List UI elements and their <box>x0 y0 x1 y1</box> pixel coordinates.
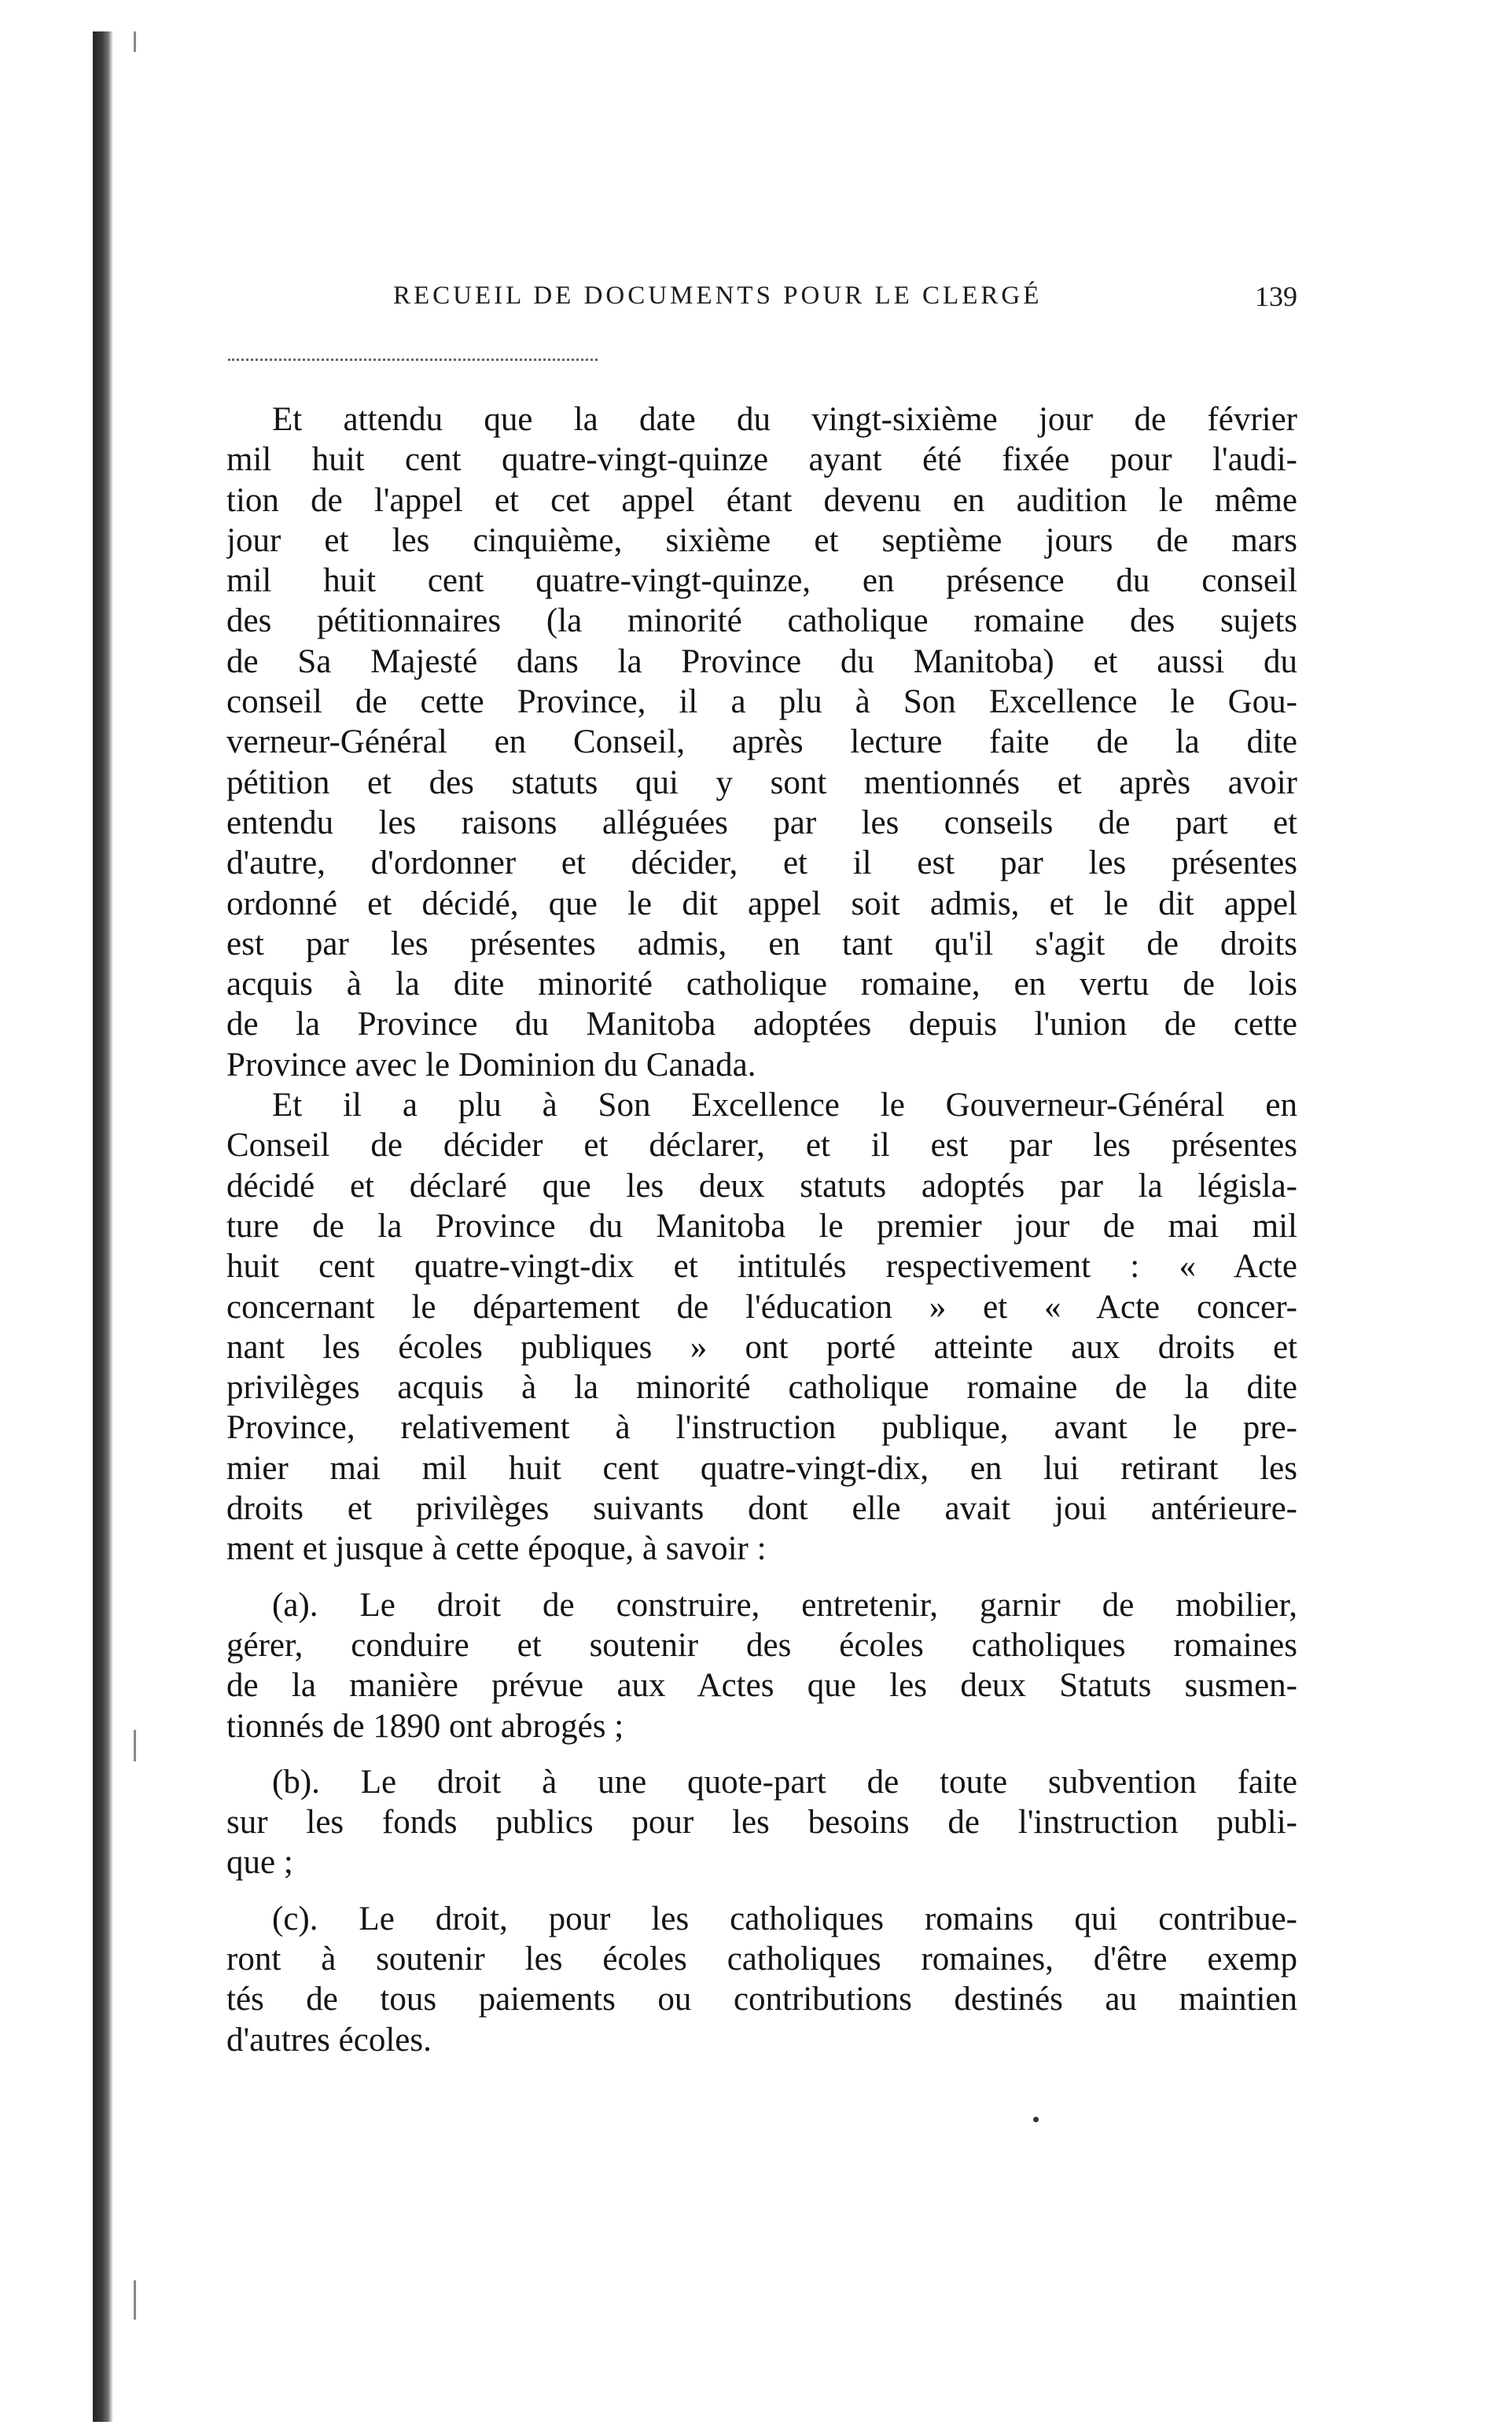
text-line: huit cent quatre-vingt-dix et intitulés respectivement : « Acte <box>226 1248 1297 1286</box>
text-line: pétition et des statuts qui y sont mentionnés et après avoir <box>226 764 1297 801</box>
text-line: droits et privilèges suivants dont elle avait joui antérieure- <box>226 1490 1297 1528</box>
text-line: tés de tous paiements ou contributions destinés au maintien <box>226 1981 1297 2018</box>
list-item-a <box>226 1585 1297 1746</box>
binding-edge <box>93 31 113 2422</box>
text-line: verneur-Général en Conseil, après lecture faite de la dite <box>226 723 1297 761</box>
text-line: Conseil de décider et déclarer, et il est par les présentes <box>226 1127 1297 1165</box>
text-line: tion de l'appel et cet appel étant devenu en audition le même <box>226 481 1297 519</box>
text-line: mier mai mil huit cent quatre-vingt-dix, en lui retirant les <box>226 1449 1297 1487</box>
text-line: jour et les cinquième, sixième et septième jours de mars <box>226 521 1297 559</box>
text-line: ordonné et décidé, que le dit appel soit admis, et le dit appel <box>226 885 1297 922</box>
text-line: Province, relativement à l'instruction publique, avant le pre- <box>226 1409 1297 1447</box>
text-line: privilèges acquis à la minorité catholique romaine de la dite <box>226 1369 1297 1407</box>
text-line: de la Province du Manitoba adoptées depuis l'union de cette <box>226 1006 1297 1043</box>
text-line: concernant le département de l'éducation » et « Acte concer- <box>226 1288 1297 1326</box>
text-line: Et il a plu à Son Excellence le Gouverneur-Général en <box>272 1087 1297 1124</box>
list-item-c <box>226 1899 1297 2060</box>
text-line: (b). Le droit à une quote-part de toute subvention faite <box>272 1763 1297 1801</box>
binding-speck <box>134 31 136 52</box>
text-line: ment et jusque à cette époque, à savoir : <box>226 1530 767 1568</box>
text-line: d'autre, d'ordonner et décider, et il est par les présentes <box>226 845 1297 882</box>
text-line: acquis à la dite minorité catholique romaine, en vertu de lois <box>226 966 1297 1003</box>
text-line: Et attendu que la date du vingt-sixième jour de février <box>272 401 1297 438</box>
text-line: conseil de cette Province, il a plu à Son Excellence le Gou- <box>226 683 1297 721</box>
text-line: nant les écoles publiques » ont porté atteinte aux droits et <box>226 1328 1297 1366</box>
ink-speck <box>1033 2117 1039 2122</box>
binding-speck <box>134 1730 136 1761</box>
header-rule <box>228 359 598 361</box>
text-line: ture de la Province du Manitoba le premier jour de mai mil <box>226 1207 1297 1245</box>
paragraph-1 <box>226 399 1297 1085</box>
text-line: d'autres écoles. <box>226 2021 432 2059</box>
paragraph-gap <box>226 1569 1297 1585</box>
text-line: que ; <box>226 1844 293 1882</box>
text-line: décidé et déclaré que les deux statuts adoptés par la législa- <box>226 1167 1297 1205</box>
text-line: (a). Le droit de construire, entretenir, garnir de mobilier, <box>272 1586 1297 1624</box>
list-item-b <box>226 1762 1297 1883</box>
text-line: de Sa Majesté dans la Province du Manitoba) et aussi du <box>226 642 1297 680</box>
text-line: des pétitionnaires (la minorité catholique romaine des sujets <box>226 602 1297 640</box>
paragraph-gap <box>226 1746 1297 1762</box>
text-line: mil huit cent quatre-vingt-quinze, en présence du conseil <box>226 562 1297 600</box>
text-line: ront à soutenir les écoles catholiques romaines, d'être exemp <box>226 1940 1297 1978</box>
text-line: tionnés de 1890 ont abrogés ; <box>226 1707 624 1745</box>
running-head: RECUEIL DE DOCUMENTS POUR LE CLERGÉ <box>393 282 1043 310</box>
body-text <box>226 399 1297 2060</box>
text-line: mil huit cent quatre-vingt-quinze ayant été fixée pour l'audi- <box>226 441 1297 479</box>
text-line: sur les fonds publics pour les besoins de l'instruction publi- <box>226 1804 1297 1842</box>
text-line: (c). Le droit, pour les catholiques romains qui contribue- <box>272 1900 1297 1937</box>
page-number: 139 <box>1255 281 1297 312</box>
text-line: Province avec le Dominion du Canada. <box>226 1046 756 1084</box>
text-line: entendu les raisons alléguées par les conseils de part et <box>226 804 1297 841</box>
text-line: gérer, conduire et soutenir des écoles catholiques romaines <box>226 1626 1297 1664</box>
paragraph-2 <box>226 1085 1297 1569</box>
text-line: est par les présentes admis, en tant qu'il s'agit de droits <box>226 925 1297 962</box>
paragraph-gap <box>226 1883 1297 1899</box>
text-line: de la manière prévue aux Actes que les deux Statuts susmen- <box>226 1667 1297 1705</box>
binding-speck <box>134 2280 136 2320</box>
